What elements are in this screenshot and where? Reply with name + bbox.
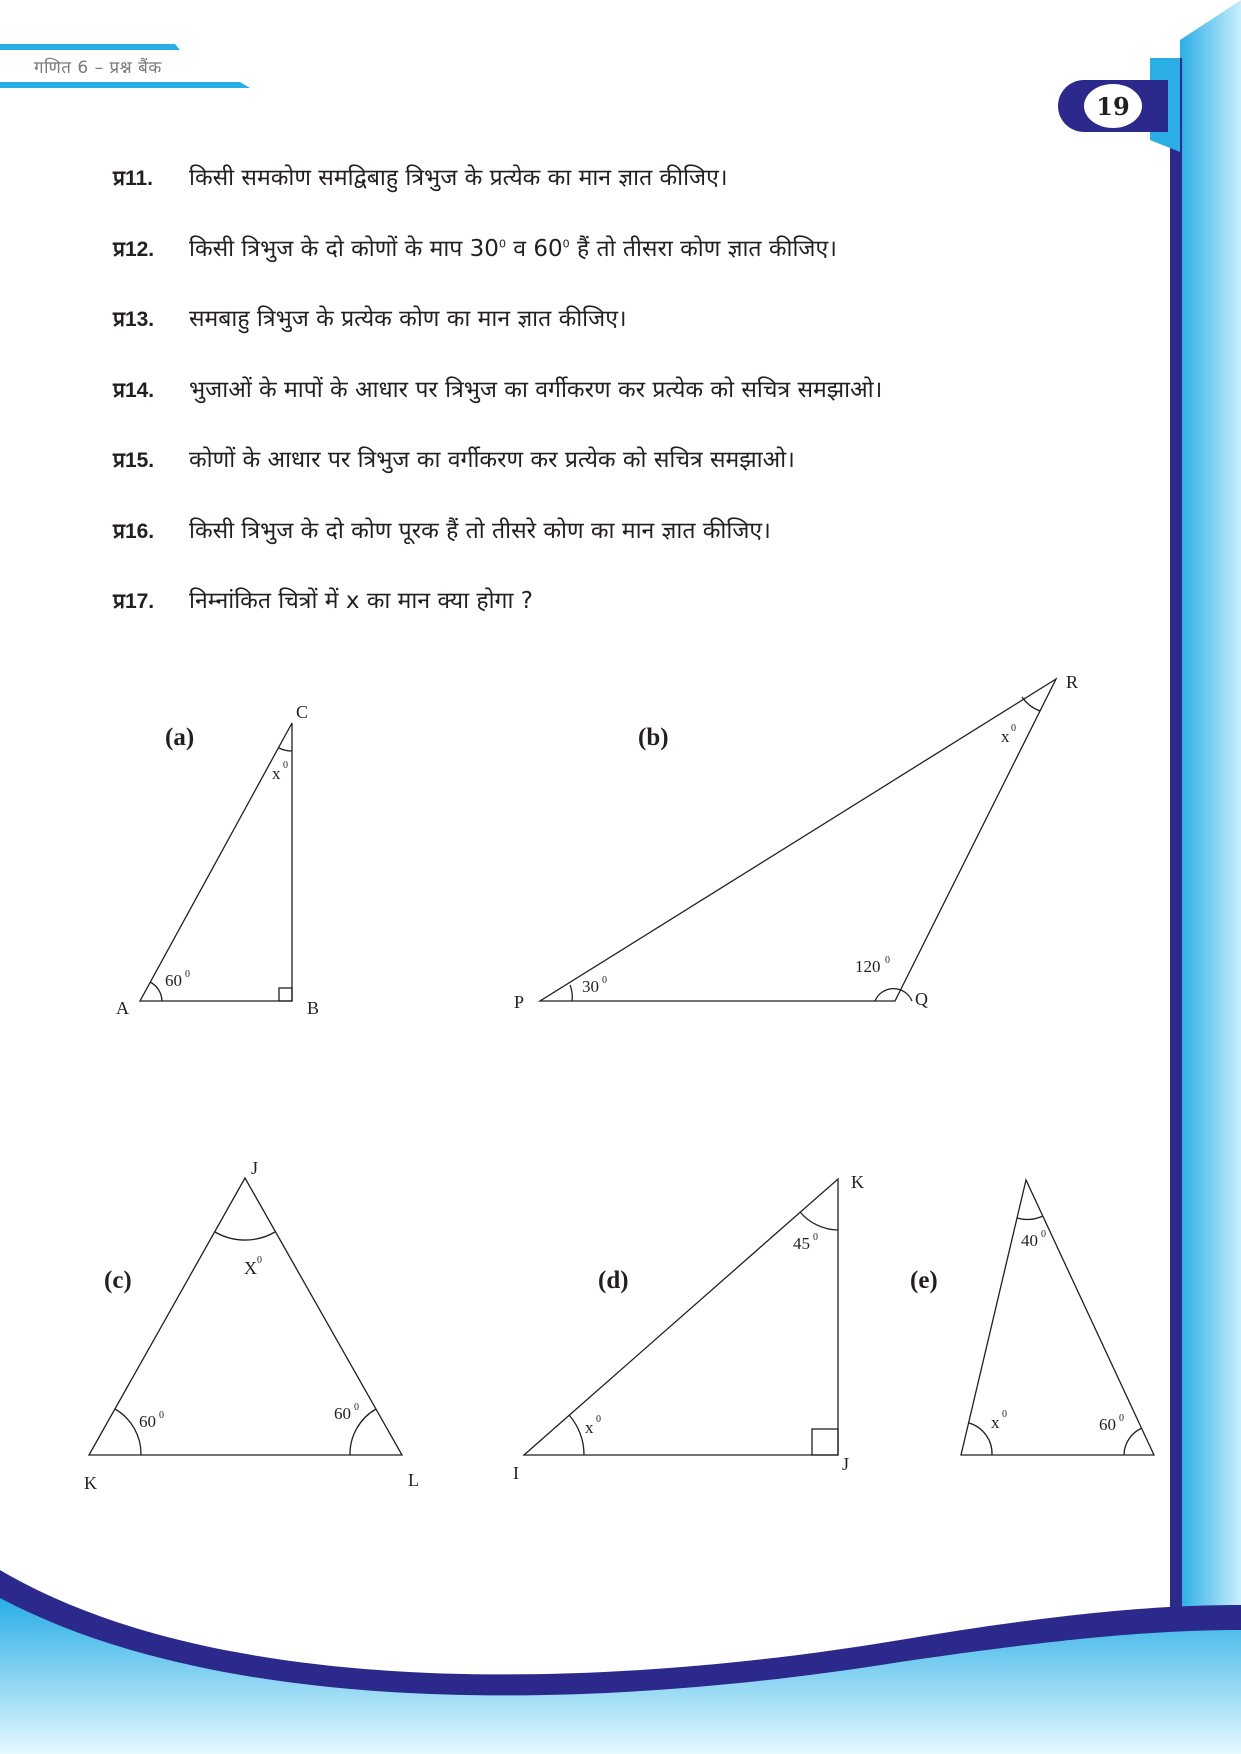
triangle-jkl: [89, 1178, 402, 1455]
question-number: प्र15.: [113, 449, 155, 472]
vertex-label: P: [514, 992, 525, 1012]
figure-label: (d): [598, 1267, 629, 1294]
degree-mark: 0: [498, 236, 506, 250]
degree-mark: 0: [185, 969, 190, 980]
degree-mark: 0: [596, 1414, 601, 1425]
triangle-e: [961, 1180, 1154, 1455]
degree-mark: 0: [1002, 1409, 1007, 1420]
vertex-label: L: [408, 1470, 419, 1490]
angle-arc-q: [875, 989, 912, 1001]
question-text-part: हैं तो तीसरा कोण ज्ञात कीजिए।: [569, 235, 837, 262]
question-text: किसी समकोण समद्विबाहु त्रिभुज के प्रत्येक का मान ज्ञात कीजिए।: [189, 165, 728, 191]
question-text-part: व 60: [505, 235, 563, 262]
degree-mark: 0: [813, 1232, 818, 1243]
question-number: प्र11.: [113, 167, 153, 190]
question-number: प्र17.: [113, 590, 155, 613]
figure-d: [513, 1172, 864, 1483]
question-text: निम्नांकित चित्रों में x का मान क्या होगा ?: [189, 588, 533, 614]
triangle-abc: [140, 723, 292, 1001]
angle-label: 60: [139, 1412, 156, 1431]
angle-label: x: [585, 1418, 594, 1437]
vertex-label: K: [851, 1172, 864, 1192]
angle-arc-a: [150, 982, 162, 1001]
right-angle-mark: [812, 1429, 838, 1455]
question-number: प्र14.: [113, 378, 155, 402]
angle-label: 40: [1021, 1231, 1038, 1250]
angle-arc-top: [1017, 1216, 1043, 1219]
vertex-label: Q: [915, 989, 928, 1009]
figure-a: [116, 702, 319, 1018]
degree-mark: 0: [257, 1255, 262, 1266]
angle-label: 30: [582, 977, 599, 996]
vertex-label: R: [1066, 672, 1079, 692]
angle-label: 60: [1099, 1415, 1116, 1434]
figure-label: (b): [638, 724, 669, 751]
angle-arc-c: [279, 748, 292, 751]
figure-label: (e): [910, 1267, 938, 1294]
degree-mark: 0: [602, 975, 607, 986]
figure-b: [514, 672, 1078, 1012]
question-number: प्र13.: [113, 308, 155, 331]
vertex-label: I: [513, 1463, 519, 1483]
angle-arc-k: [115, 1409, 141, 1455]
question-number: प्र16.: [113, 519, 155, 543]
angle-label: 60: [165, 971, 182, 990]
page-number: 19: [1084, 84, 1142, 128]
angle-arc-left: [969, 1423, 992, 1455]
degree-mark: 0: [1011, 723, 1016, 734]
degree-mark: 0: [562, 236, 570, 250]
vertex-label: K: [84, 1473, 97, 1493]
vertex-label: A: [116, 998, 129, 1018]
figure-e: [910, 1180, 1154, 1455]
question-text-part: किसी त्रिभुज के दो कोणों के माप 30: [189, 235, 499, 262]
figure-label: (a): [165, 724, 195, 751]
vertex-label: C: [296, 702, 309, 722]
question-text: समबाहु त्रिभुज के प्रत्येक कोण का मान ज्ञात कीजिए।: [189, 306, 627, 332]
angle-arc-k: [800, 1212, 838, 1230]
degree-mark: 0: [1041, 1229, 1046, 1240]
degree-mark: 0: [159, 1410, 164, 1421]
vertex-label: J: [842, 1454, 850, 1474]
question-number: प्र12.: [113, 237, 155, 261]
question-text: कोणों के आधार पर त्रिभुज का वर्गीकरण कर प्रत्येक को सचित्र समझाओ।: [189, 447, 795, 473]
figure-label: (c): [104, 1267, 132, 1294]
question-text: किसी त्रिभुज के दो कोण पूरक हैं तो तीसरे कोण का मान ज्ञात कीजिए।: [189, 517, 771, 544]
degree-mark: 0: [1119, 1413, 1124, 1424]
degree-mark: 0: [354, 1402, 359, 1413]
angle-arc-right: [1124, 1428, 1142, 1455]
vertex-label: J: [251, 1158, 259, 1178]
degree-mark: 0: [885, 955, 890, 966]
angle-arc-j: [215, 1232, 275, 1240]
angle-label: x: [991, 1413, 1000, 1432]
angle-arc-p: [570, 985, 572, 1001]
angle-label: 120: [855, 957, 881, 976]
angle-label: 60: [334, 1404, 351, 1423]
figure-c: [84, 1158, 419, 1493]
triangle-kij: [524, 1179, 838, 1455]
header-title: गणित 6 – प्रश्न बैंक: [34, 58, 162, 78]
vertex-label: B: [307, 998, 320, 1018]
angle-label: x: [272, 764, 281, 783]
angle-label: x: [1001, 727, 1010, 746]
question-text: भुजाओं के मापों के आधार पर त्रिभुज का वर्गीकरण कर प्रत्येक को सचित्र समझाओ।: [189, 376, 883, 403]
right-angle-mark: [279, 988, 292, 1001]
angle-arc-i: [569, 1415, 584, 1455]
angle-label: X: [244, 1258, 257, 1278]
angle-arc-l: [350, 1409, 376, 1455]
angle-label: 45: [793, 1234, 810, 1253]
degree-mark: 0: [283, 760, 288, 771]
triangle-pqr: [540, 679, 1056, 1001]
